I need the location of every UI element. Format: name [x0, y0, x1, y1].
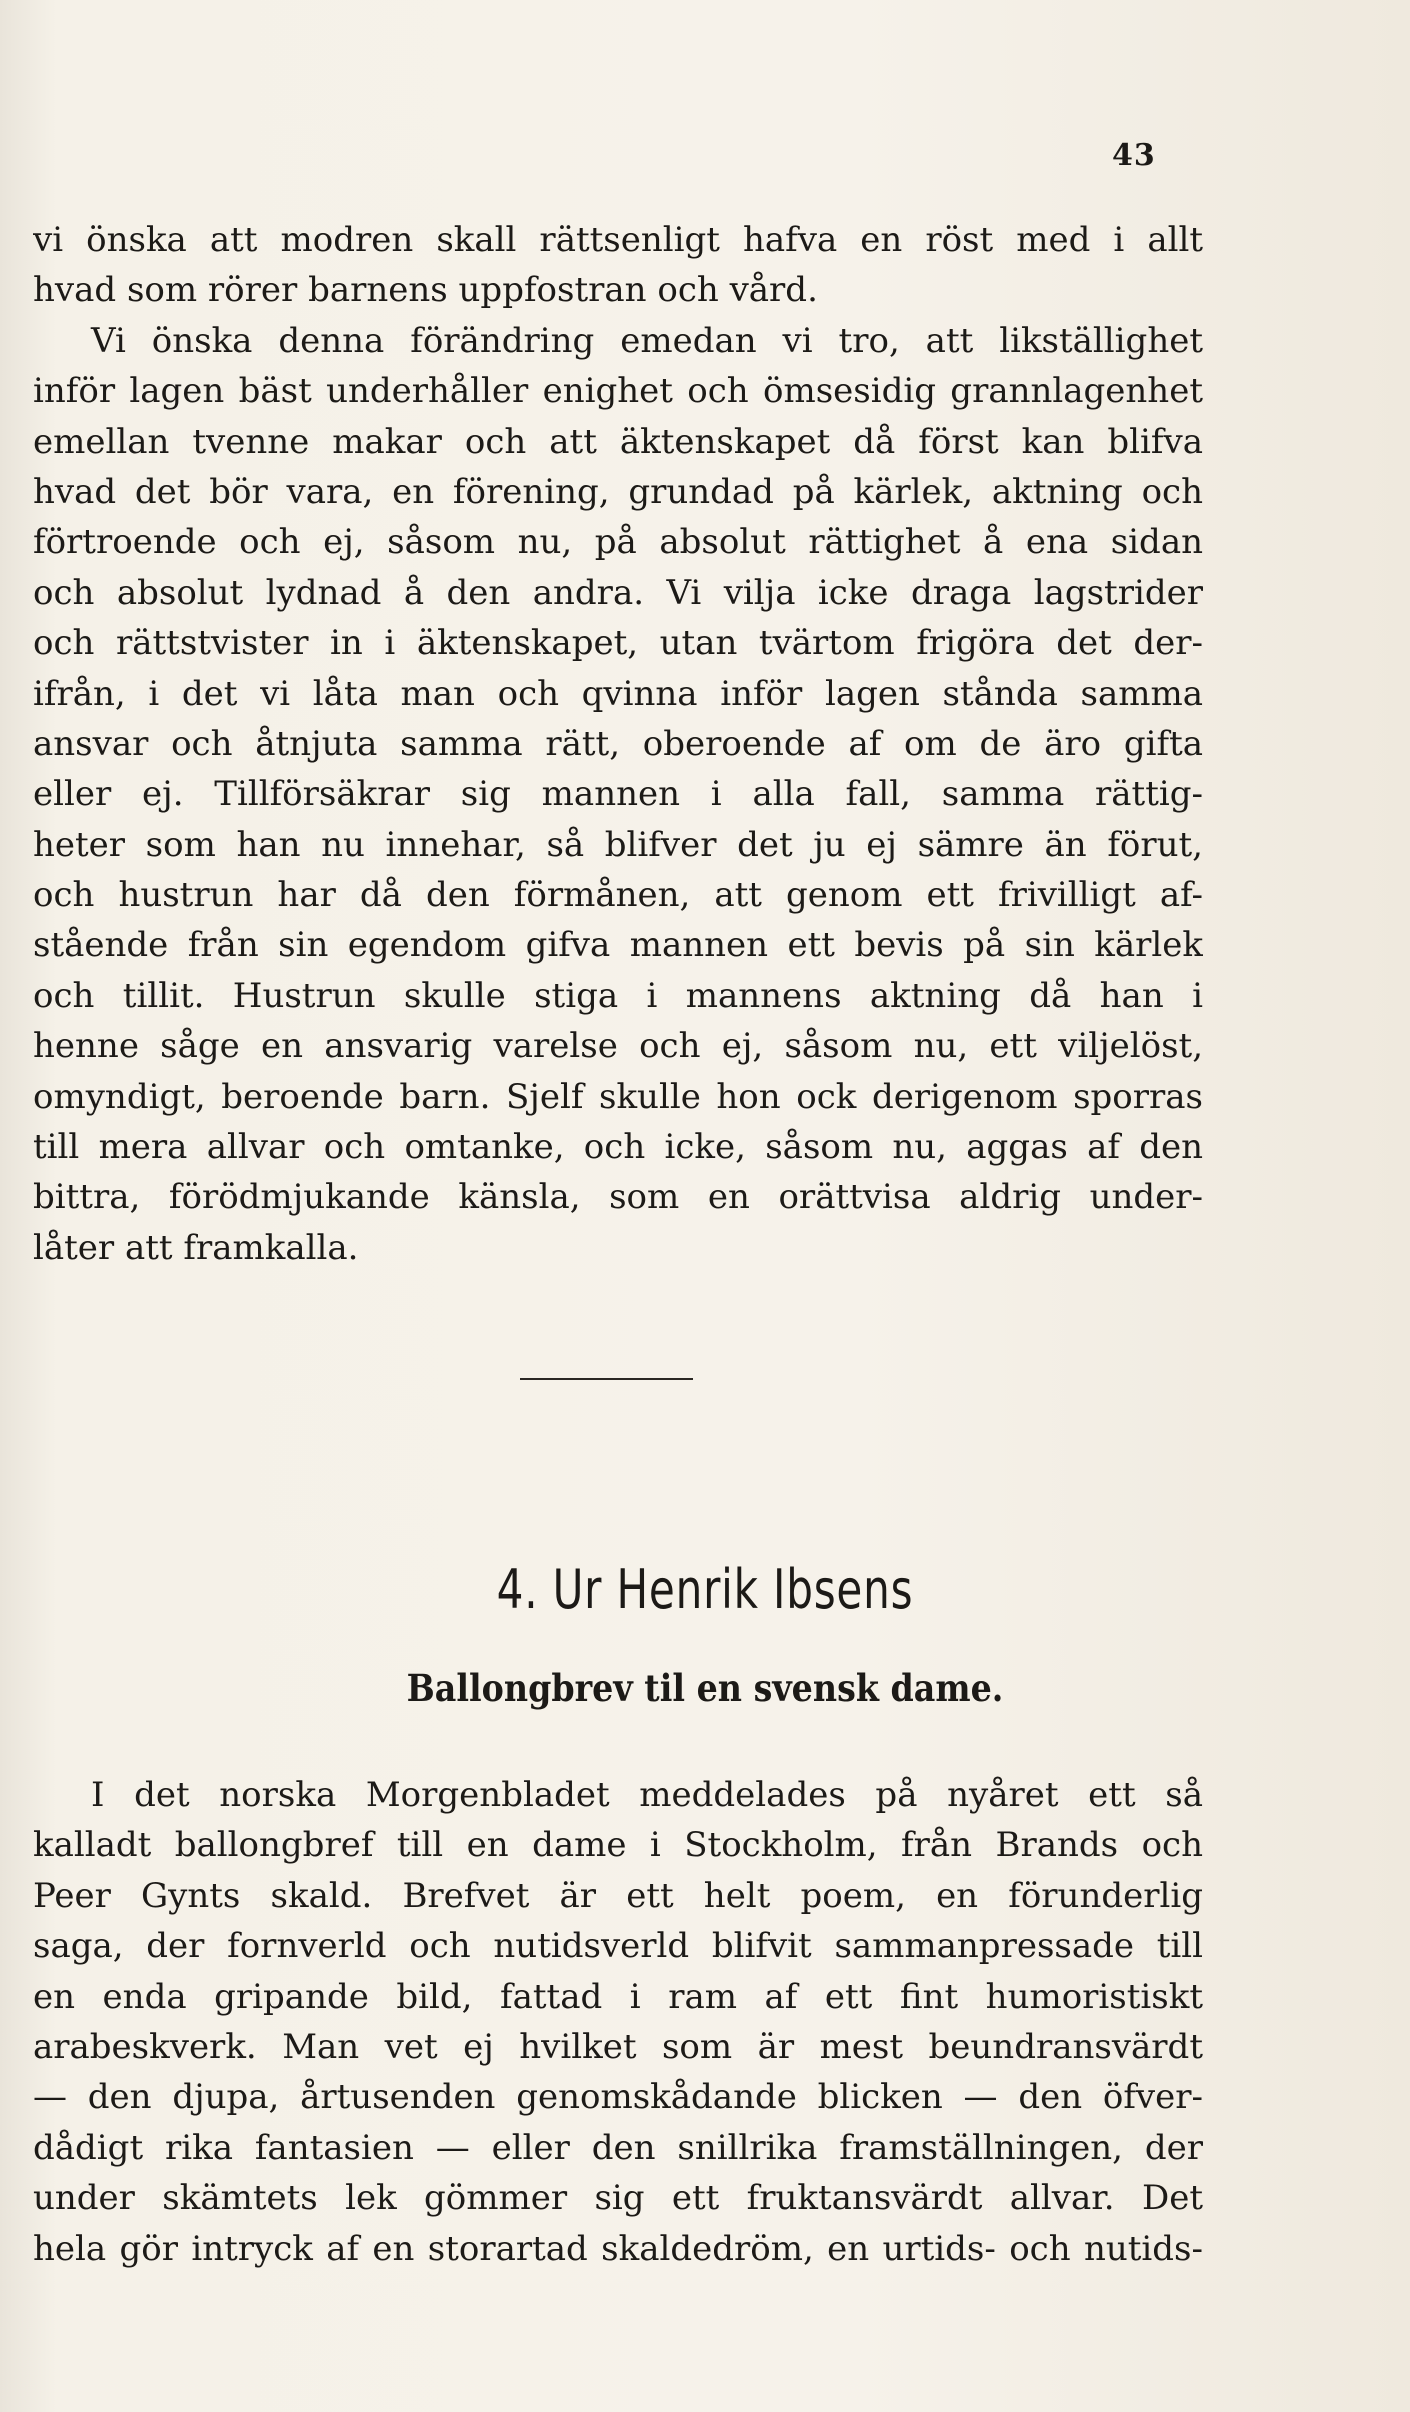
text-line: — den djupa, årtusenden genomskådande blicken — den öfver- — [33, 2077, 1203, 2118]
bottom-paragraph — [33, 1770, 1203, 2274]
text-line: och tillit. Hustrun skulle stiga i mannens aktning då han i — [33, 975, 1203, 1016]
text-line: hvad som rörer barnens uppfostran och vård. — [33, 270, 818, 311]
page-number: 43 — [1112, 138, 1156, 173]
section-divider — [520, 1378, 693, 1380]
text-line: eller ej. Tillförsäkrar sig mannen i alla fall, samma rättig- — [33, 774, 1203, 815]
text-line: låter att framkalla. — [33, 1227, 359, 1268]
text-line: och hustrun har då den förmånen, att genom ett frivilligt af- — [33, 875, 1203, 916]
text-line: under skämtets lek gömmer sig ett fruktansvärdt allvar. Det — [33, 2178, 1203, 2219]
text-line: Vi önska denna förändring emedan vi tro, att likställighet — [91, 320, 1203, 361]
text-line: omyndigt, beroende barn. Sjelf skulle hon ock derigenom sporras — [33, 1076, 1203, 1117]
text-line: dådigt rika fantasien — eller den snillrika framställningen, der — [33, 2127, 1203, 2168]
text-line: inför lagen bäst underhåller enighet och ömsesidig grannlagenhet — [33, 371, 1203, 412]
text-line: ifrån, i det vi låta man och qvinna inför lagen stånda samma — [33, 673, 1203, 714]
section-heading: 4. Ur Henrik Ibsens — [496, 1558, 914, 1621]
text-line: ansvar och åtnjuta samma rätt, oberoende af om de äro gifta — [33, 723, 1203, 764]
text-line: hvad det bör vara, en förening, grundad på kärlek, aktning och — [33, 471, 1203, 512]
text-line: till mera allvar och omtanke, och icke, såsom nu, aggas af den — [33, 1127, 1203, 1168]
text-line: stående från sin egendom gifva mannen ett bevis på sin kärlek — [33, 925, 1203, 966]
text-line: Peer Gynts skald. Brefvet är ett helt poem, en förunderlig — [33, 1875, 1203, 1916]
text-line: och absolut lydnad å den andra. Vi vilja icke draga lagstrider — [33, 572, 1203, 613]
text-line: henne såge en ansvarig varelse och ej, såsom nu, ett viljelöst, — [33, 1026, 1203, 1067]
text-line: arabeskverk. Man vet ej hvilket som är mest beundransvärdt — [33, 2026, 1203, 2067]
text-line: emellan tvenne makar och att äktenskapet då först kan blifva — [33, 421, 1203, 462]
text-line: och rättstvister in i äktenskapet, utan tvärtom frigöra det der- — [33, 623, 1203, 664]
text-line: I det norska Morgenbladet meddelades på nyåret ett så — [91, 1775, 1203, 1815]
text-line: bittra, förödmjukande känsla, som en orättvisa aldrig under- — [33, 1177, 1203, 1218]
text-line: förtroende och ej, såsom nu, på absolut rättighet å ena sidan — [33, 522, 1203, 563]
text-line: en enda gripande bild, fattad i ram af ett fint humoristiskt — [33, 1976, 1203, 2017]
section-subtitle: Ballongbrev til en svensk dame. — [406, 1666, 1004, 1710]
text-line: hela gör intryck af en storartad skaldedröm, en urtids- och nutids- — [33, 2228, 1203, 2269]
text-line: heter som han nu innehar, så blifver det ju ej sämre än förut, — [33, 824, 1203, 865]
top-paragraph — [33, 215, 1203, 1273]
text-line: saga, der fornverld och nutidsverld blifvit sammanpressade till — [33, 1926, 1203, 1967]
text-line: kalladt ballongbref till en dame i Stockholm, från Brands och — [33, 1825, 1203, 1866]
text-line: vi önska att modren skall rättsenligt hafva en röst med i allt — [33, 220, 1203, 260]
